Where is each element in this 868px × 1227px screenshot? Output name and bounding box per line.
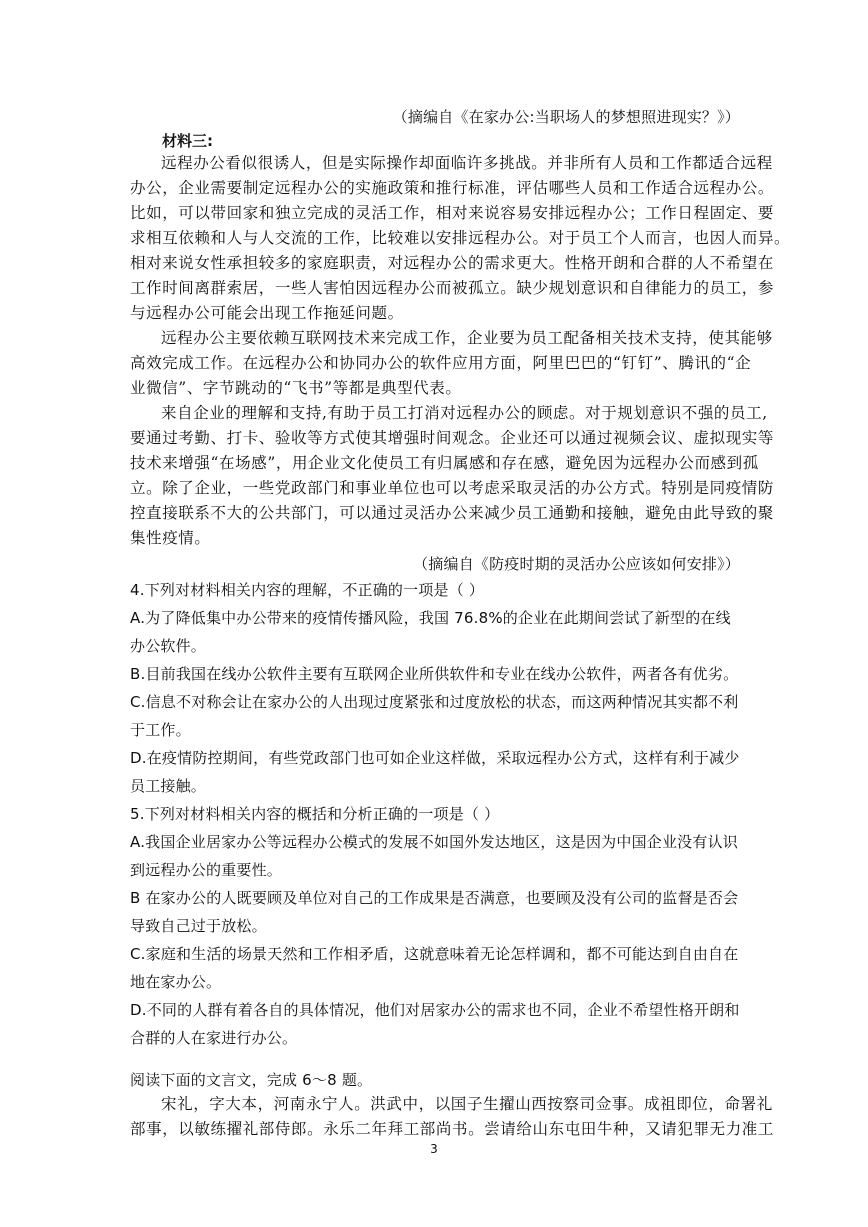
question-4-option-a: A.为了降低集中办公带来的疫情传播风险，我国 76.8%的企业在此期间尝试了新型的在线 [130, 609, 731, 627]
question-4-option-b: B.目前我国在线办公软件主要有互联网企业所供软件和专业在线办公软件，两者各有优劣。 [130, 665, 739, 683]
source-citation-1: （摘编自《在家办公:当职场人的梦想照进现实？》） [392, 108, 740, 126]
question-4-stem: 4.下列对材料相关内容的理解，不正确的一项是（ ） [130, 581, 485, 599]
classical-reading-instruction: 阅读下面的文言文，完成 6～8 题。 [130, 1071, 373, 1089]
question-5-stem: 5.下列对材料相关内容的概括和分析正确的一项是（ ） [130, 805, 500, 823]
material-3-p3-line: 集性疫情。 [130, 529, 211, 547]
material-3-p1-line: 比如，可以带回家和独立完成的灵活工作，相对来说容易安排远程办公；工作日程固定、要 [130, 204, 775, 222]
question-5-option-d-cont: 合群的人在家进行办公。 [130, 1029, 298, 1047]
material-3-p1-line: 远程办公看似很诱人，但是实际操作却面临许多挑战。并非所有人员和工作都适合远程 [161, 154, 773, 172]
question-5-option-d: D.不同的人群有着各自的具体情况，他们对居家办公的需求也不同，企业不希望性格开朗和 [130, 1001, 740, 1019]
material-3-p1-line: 与远程办公可能会出现工作拖延问题。 [130, 304, 404, 322]
classical-text-line: 宋礼，字大本，河南永宁人。洪武中，以国子生擢山西按察司佥事。成祖即位，命署礼 [161, 1095, 773, 1113]
question-5-option-c-cont: 地在家办公。 [130, 973, 222, 991]
question-4-option-d-cont: 员工接触。 [130, 777, 207, 795]
material-3-p1-line: 相对来说女性承担较多的家庭职责，对远程办公的需求更大。性格开朗和合群的人不希望在 [130, 254, 775, 272]
material-3-heading: 材料三: [162, 132, 213, 150]
question-5-option-c: C.家庭和生活的场景天然和工作相矛盾，这就意味着无论怎样调和，都不可能达到自由自在 [130, 945, 739, 963]
material-3-p2-line: 远程办公主要依赖互联网技术来完成工作，企业要为员工配备相关技术支持，使其能够 [161, 329, 773, 347]
question-4-option-d: D.在疫情防控期间，有些党政部门也可如企业这样做，采取远程办公方式，这样有利于减少 [130, 749, 740, 767]
question-5-option-a: A.我国企业居家办公等远程办公模式的发展不如国外发达地区，这是因为中国企业没有认识 [130, 833, 738, 851]
material-3-p2-line: 高效完成工作。在远程办公和协同办公的软件应用方面，阿里巴巴的“钉钉”、腾讯的“企 [130, 354, 752, 372]
page-number: 3 [430, 1142, 438, 1156]
material-3-p1-line: 求相互依赖和人与人交流的工作，比较难以安排远程办公。对于员工个人而言，也因人而异。 [130, 229, 791, 247]
material-3-p1-line: 办公，企业需要制定远程办公的实施政策和推行标准，评估哪些人员和工作适合远程办公。 [130, 179, 775, 197]
question-4-option-c-cont: 于工作。 [130, 721, 191, 739]
material-3-p3-line: 要通过考勤、打卡、验收等方式使其增强时间观念。企业还可以通过视频会议、虚拟现实等 [130, 429, 775, 447]
question-4-option-c: C.信息不对称会让在家办公的人出现过度紧张和过度放松的状态，而这两种情况其实都不利 [130, 693, 739, 711]
question-5-option-b: B 在家办公的人既要顾及单位对自己的工作成果是否满意，也要顾及没有公司的监督是否会 [130, 889, 739, 907]
material-3-p3-line: 技术来增强“在场感”，用企业文化使员工有归属感和存在感，避免因为远程办公而感到孤 [130, 454, 759, 472]
source-citation-2: （摘编自《防疫时期的灵活办公应该如何安排》） [413, 555, 740, 573]
question-5-option-a-cont: 到远程办公的重要性。 [130, 861, 283, 879]
material-3-p3-line: 立。除了企业，一些党政部门和事业单位也可以考虑采取灵活的办公方式。特别是同疫情防 [130, 479, 775, 497]
classical-text-line: 部事，以敏练擢礼部侍郎。永乐二年拜工部尚书。尝请给山东屯田牛种，又请犯罪无力准工 [130, 1120, 775, 1138]
material-3-p3-line: 来自企业的理解和支持,有助于员工打消对远程办公的顾虑。对于规划意识不强的员工, [161, 404, 768, 422]
material-3-p3-line: 控直接联系不大的公共部门，可以通过灵活办公来减少员工通勤和接触，避免由此导致的聚 [130, 504, 775, 522]
material-3-p2-line: 业微信”、字节跳动的“飞书”等都是典型代表。 [130, 379, 462, 397]
question-4-option-a-cont: 办公软件。 [130, 637, 207, 655]
question-5-option-b-cont: 导致自己过于放松。 [130, 917, 267, 935]
material-3-p1-line: 工作时间离群索居，一些人害怕因远程办公而被孤立。缺少规划意识和自律能力的员工，参 [130, 279, 775, 297]
